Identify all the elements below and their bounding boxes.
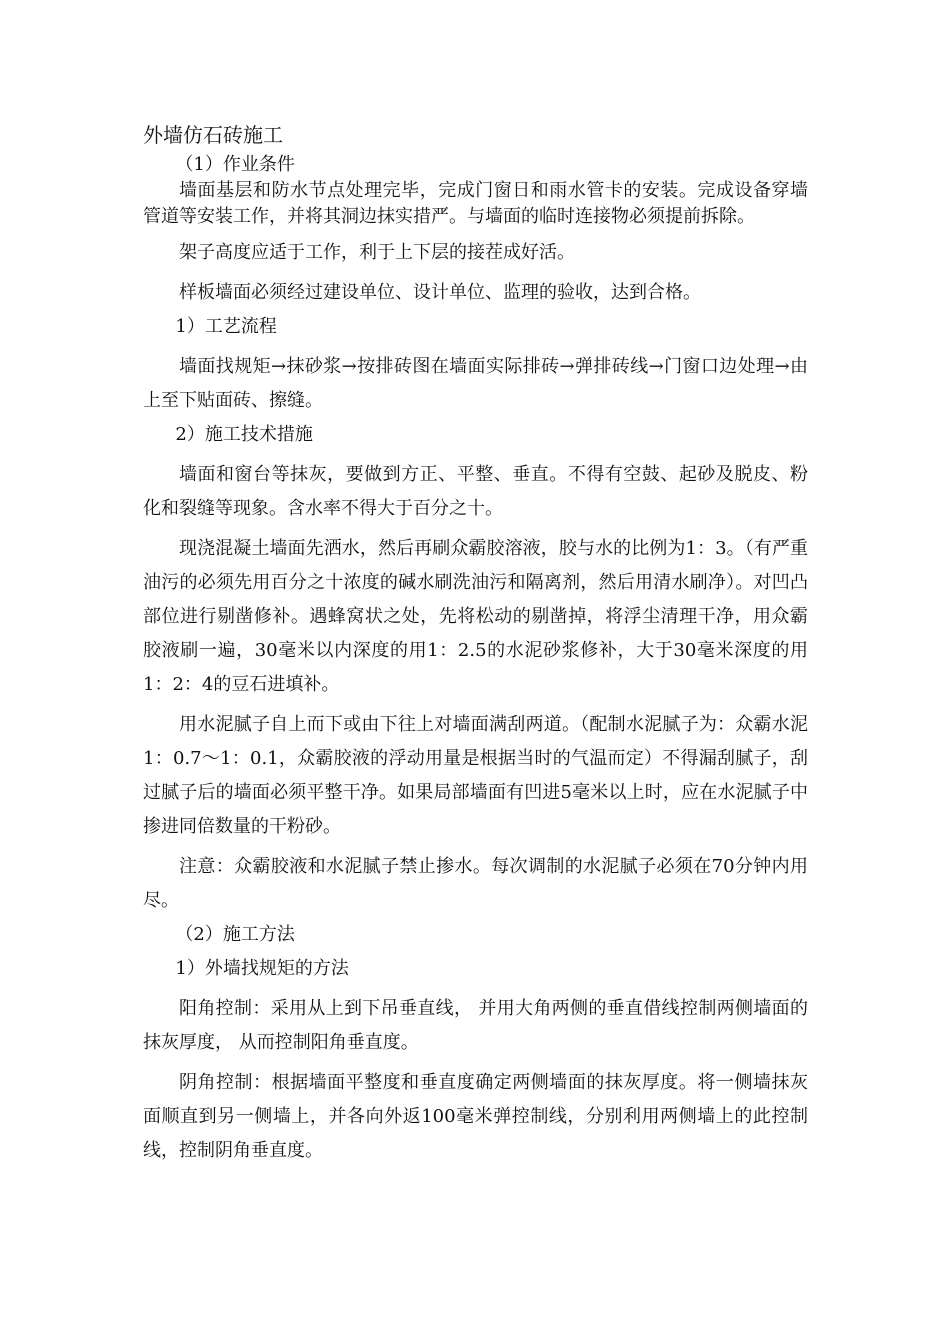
paragraph-internal-corner: 阴角控制：根据墙面平整度和垂直度确定两侧墙面的抹灰厚度。将一侧墙抹灰面顺直到另一侧墙上，并各向外返100毫米弹控制线，分别利用两侧墙上的此控制线，控制阴角垂直度。 [143, 1072, 808, 1161]
paragraph-scaffold-height: 架子高度应适于工作，利于上下层的接茬成好活。 [179, 242, 575, 263]
section-heading-construction-method: （2）施工方法 [175, 924, 295, 945]
section-heading-technical-measures: 2）施工技术措施 [175, 424, 313, 445]
paragraph-external-corner: 阳角控制：采用从上到下吊垂直线， 并用大角两侧的垂直借线控制两侧墙面的抹灰厚度， 从而控制阳角垂直度。 [143, 998, 808, 1053]
section-heading-work-conditions: （1）作业条件 [175, 154, 295, 175]
document-body [143, 118, 808, 1168]
section-heading-process-flow: 1）工艺流程 [175, 316, 277, 337]
paragraph-notice: 注意：众霸胶液和水泥腻子禁止掺水。每次调制的水泥腻子必须在70分钟内用尽。 [143, 856, 808, 911]
paragraph-concrete-wall-prep: 现浇混凝土墙面先洒水，然后再刷众霸胶溶液，胶与水的比例为1：3。（有严重油污的必须先用百分之十浓度的碱水刷洗油污和隔离剂，然后用清水刷净）。对凹凸部位进行剔凿修补。遇蜂窝状之处，先将松动的剔凿掉，将浮尘清理干净，用众霸胶液刷一遍，30毫米以内深度的用1：2.5的水泥砂浆修补，大于30毫米深度的用1：2：4的豆石进填补。 [143, 538, 808, 695]
paragraph-base-treatment: 墙面基层和防水节点处理完毕，完成门窗日和雨水管卡的安装。完成设备穿墙管道等安装工作，并将其洞边抹实措严。与墙面的临时连接物必须提前拆除。 [143, 180, 808, 227]
paragraph-plastering-requirements: 墙面和窗台等抹灰，要做到方正、平整、垂直。不得有空鼓、起砂及脱皮、粉化和裂缝等现象。含水率不得大于百分之十。 [143, 464, 808, 519]
subheading-wall-alignment: 1）外墙找规矩的方法 [175, 958, 349, 979]
document-title: 外墙仿石砖施工 [143, 123, 283, 147]
paragraph-sample-wall: 样板墙面必须经过建设单位、设计单位、监理的验收，达到合格。 [179, 282, 701, 303]
paragraph-cement-putty: 用水泥腻子自上而下或由下往上对墙面满刮两道。（配制水泥腻子为：众霸水泥1：0.7～1：0.1，众霸胶液的浮动用量是根据当时的气温而定）不得漏刮腻子，刮过腻子后的墙面必须平整干净。如果局部墙面有凹进5毫米以上时，应在水泥腻子中掺进同倍数量的干粉砂。 [143, 714, 808, 837]
paragraph-process-flow: 墙面找规矩→抹砂浆→按排砖图在墙面实际排砖→弹排砖线→门窗口边处理→由上至下贴面砖、擦缝。 [143, 356, 808, 411]
